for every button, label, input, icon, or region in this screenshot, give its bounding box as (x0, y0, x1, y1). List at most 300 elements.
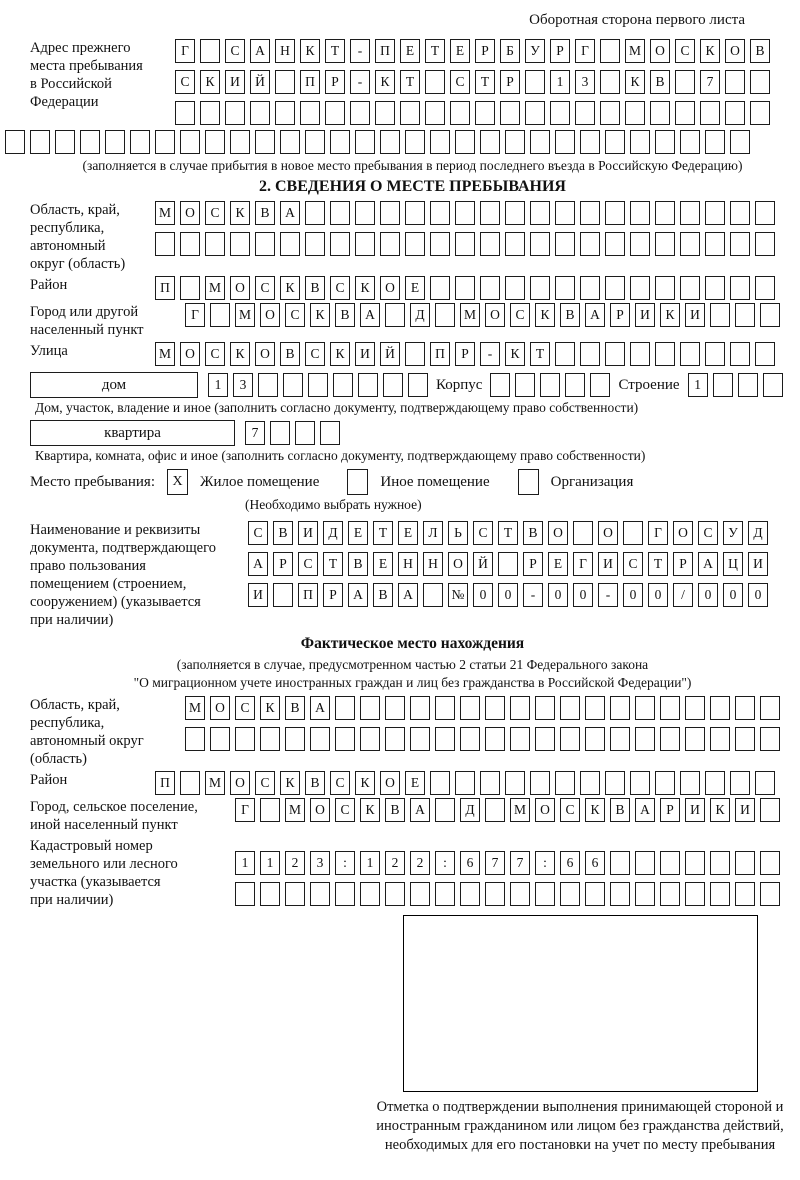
char-box[interactable]: Р (323, 583, 343, 607)
char-box[interactable]: 6 (585, 851, 605, 875)
char-box[interactable]: О (673, 521, 693, 545)
char-box[interactable]: С (298, 552, 318, 576)
char-box[interactable] (175, 101, 195, 125)
char-box[interactable] (605, 232, 625, 256)
char-box[interactable]: 6 (560, 851, 580, 875)
char-box[interactable] (380, 232, 400, 256)
char-box[interactable] (530, 201, 550, 225)
char-box[interactable] (333, 373, 353, 397)
char-box[interactable]: - (523, 583, 543, 607)
char-box[interactable]: И (298, 521, 318, 545)
char-box[interactable]: С (235, 696, 255, 720)
char-box[interactable]: Р (500, 70, 520, 94)
char-box[interactable]: / (673, 583, 693, 607)
char-box[interactable] (250, 101, 270, 125)
char-box[interactable] (355, 232, 375, 256)
char-box[interactable]: А (310, 696, 330, 720)
char-box[interactable]: П (155, 276, 175, 300)
char-box[interactable] (580, 130, 600, 154)
char-box[interactable]: М (205, 771, 225, 795)
char-box[interactable]: О (650, 39, 670, 63)
char-box[interactable] (505, 276, 525, 300)
char-box[interactable]: Т (648, 552, 668, 576)
char-box[interactable] (450, 101, 470, 125)
char-box[interactable]: О (448, 552, 468, 576)
char-box[interactable]: А (248, 552, 268, 576)
char-box[interactable] (550, 101, 570, 125)
char-box[interactable] (635, 851, 655, 875)
char-box[interactable] (80, 130, 100, 154)
char-box[interactable] (498, 552, 518, 576)
char-box[interactable] (580, 276, 600, 300)
char-box[interactable] (460, 696, 480, 720)
char-box[interactable] (383, 373, 403, 397)
char-box[interactable]: Д (460, 798, 480, 822)
char-box[interactable]: 7 (700, 70, 720, 94)
char-box[interactable] (380, 201, 400, 225)
char-box[interactable] (480, 130, 500, 154)
char-box[interactable]: Р (523, 552, 543, 576)
char-box[interactable]: В (373, 583, 393, 607)
char-box[interactable] (610, 851, 630, 875)
char-box[interactable]: М (235, 303, 255, 327)
char-box[interactable] (505, 201, 525, 225)
char-box[interactable] (320, 421, 340, 445)
char-box[interactable]: О (180, 342, 200, 366)
char-box[interactable] (260, 882, 280, 906)
char-box[interactable] (285, 727, 305, 751)
char-box[interactable]: Н (275, 39, 295, 63)
char-box[interactable] (630, 201, 650, 225)
char-box[interactable]: Н (398, 552, 418, 576)
char-box[interactable] (430, 232, 450, 256)
char-box[interactable]: О (598, 521, 618, 545)
char-box[interactable]: К (200, 70, 220, 94)
char-box[interactable] (480, 276, 500, 300)
char-box[interactable] (380, 130, 400, 154)
char-box[interactable]: Г (573, 552, 593, 576)
char-box[interactable]: К (710, 798, 730, 822)
char-box[interactable] (680, 276, 700, 300)
char-box[interactable] (105, 130, 125, 154)
char-box[interactable]: Р (455, 342, 475, 366)
char-box[interactable] (305, 232, 325, 256)
char-box[interactable]: 0 (698, 583, 718, 607)
char-box[interactable] (605, 201, 625, 225)
char-box[interactable] (405, 342, 425, 366)
char-box[interactable] (410, 696, 430, 720)
char-box[interactable] (385, 882, 405, 906)
char-box[interactable] (200, 39, 220, 63)
char-box[interactable]: 2 (385, 851, 405, 875)
char-box[interactable] (405, 130, 425, 154)
char-box[interactable] (235, 727, 255, 751)
char-box[interactable]: - (480, 342, 500, 366)
char-box[interactable]: Л (423, 521, 443, 545)
char-box[interactable]: Й (380, 342, 400, 366)
char-box[interactable] (655, 130, 675, 154)
char-box[interactable] (205, 130, 225, 154)
char-box[interactable] (210, 727, 230, 751)
char-box[interactable]: 2 (285, 851, 305, 875)
char-box[interactable] (385, 727, 405, 751)
char-box[interactable]: В (650, 70, 670, 94)
char-box[interactable]: А (250, 39, 270, 63)
char-box[interactable] (755, 232, 775, 256)
char-box[interactable]: С (335, 798, 355, 822)
char-box[interactable]: С (330, 276, 350, 300)
char-box[interactable] (650, 101, 670, 125)
char-box[interactable]: 1 (550, 70, 570, 94)
char-box[interactable]: Е (405, 276, 425, 300)
char-box[interactable]: С (175, 70, 195, 94)
char-box[interactable] (763, 373, 783, 397)
char-box[interactable]: К (360, 798, 380, 822)
char-box[interactable]: : (335, 851, 355, 875)
char-box[interactable]: И (735, 798, 755, 822)
char-box[interactable]: К (230, 342, 250, 366)
char-box[interactable] (480, 771, 500, 795)
char-box[interactable] (730, 201, 750, 225)
char-box[interactable]: С (560, 798, 580, 822)
char-box[interactable] (410, 882, 430, 906)
char-box[interactable] (475, 101, 495, 125)
char-box[interactable] (505, 130, 525, 154)
char-box[interactable]: 6 (460, 851, 480, 875)
char-box[interactable]: В (255, 201, 275, 225)
char-box[interactable]: Р (475, 39, 495, 63)
char-box[interactable] (30, 130, 50, 154)
char-box[interactable]: 0 (723, 583, 743, 607)
char-box[interactable] (750, 70, 770, 94)
char-box[interactable]: Е (405, 771, 425, 795)
char-box[interactable] (335, 696, 355, 720)
char-box[interactable] (575, 101, 595, 125)
char-box[interactable] (310, 882, 330, 906)
char-box[interactable] (460, 727, 480, 751)
char-box[interactable] (760, 303, 780, 327)
char-box[interactable] (585, 696, 605, 720)
char-box[interactable] (230, 232, 250, 256)
char-box[interactable] (680, 130, 700, 154)
char-box[interactable] (310, 727, 330, 751)
char-box[interactable] (600, 101, 620, 125)
char-box[interactable]: Е (398, 521, 418, 545)
char-box[interactable] (200, 101, 220, 125)
char-box[interactable]: П (155, 771, 175, 795)
char-box[interactable]: А (635, 798, 655, 822)
char-box[interactable] (480, 201, 500, 225)
char-box[interactable] (235, 882, 255, 906)
char-box[interactable]: В (305, 771, 325, 795)
char-box[interactable] (555, 771, 575, 795)
char-box[interactable]: С (623, 552, 643, 576)
char-box[interactable]: К (625, 70, 645, 94)
char-box[interactable]: 0 (623, 583, 643, 607)
char-box[interactable] (360, 696, 380, 720)
char-box[interactable] (258, 373, 278, 397)
char-box[interactable] (680, 201, 700, 225)
char-box[interactable]: В (523, 521, 543, 545)
char-box[interactable] (385, 303, 405, 327)
char-box[interactable] (335, 882, 355, 906)
char-box[interactable] (525, 101, 545, 125)
char-box[interactable] (560, 882, 580, 906)
char-box[interactable] (430, 130, 450, 154)
char-box[interactable]: С (205, 342, 225, 366)
char-box[interactable]: А (348, 583, 368, 607)
char-box[interactable] (555, 232, 575, 256)
char-box[interactable] (755, 771, 775, 795)
char-box[interactable]: Т (425, 39, 445, 63)
char-box[interactable] (530, 771, 550, 795)
char-box[interactable] (180, 276, 200, 300)
char-box[interactable]: Ц (723, 552, 743, 576)
char-box[interactable] (680, 771, 700, 795)
char-box[interactable]: А (280, 201, 300, 225)
char-box[interactable]: В (750, 39, 770, 63)
char-box[interactable] (425, 101, 445, 125)
char-box[interactable]: Е (450, 39, 470, 63)
char-box[interactable] (735, 696, 755, 720)
char-box[interactable]: 0 (648, 583, 668, 607)
char-box[interactable]: 2 (410, 851, 430, 875)
char-box[interactable]: К (260, 696, 280, 720)
char-box[interactable]: 0 (748, 583, 768, 607)
char-box[interactable] (760, 851, 780, 875)
char-box[interactable]: О (485, 303, 505, 327)
char-box[interactable]: 1 (688, 373, 708, 397)
char-box[interactable] (283, 373, 303, 397)
char-box[interactable]: С (450, 70, 470, 94)
char-box[interactable]: М (460, 303, 480, 327)
char-box[interactable] (605, 130, 625, 154)
char-box[interactable] (435, 696, 455, 720)
char-box[interactable]: С (255, 771, 275, 795)
char-box[interactable] (435, 303, 455, 327)
char-box[interactable] (590, 373, 610, 397)
char-box[interactable]: М (155, 342, 175, 366)
char-box[interactable] (330, 232, 350, 256)
char-box[interactable]: П (375, 39, 395, 63)
char-box[interactable]: 1 (360, 851, 380, 875)
char-box[interactable]: К (280, 276, 300, 300)
char-box[interactable] (535, 727, 555, 751)
char-box[interactable]: 0 (473, 583, 493, 607)
char-box[interactable]: И (685, 303, 705, 327)
char-box[interactable] (585, 882, 605, 906)
char-box[interactable] (510, 882, 530, 906)
char-box[interactable] (275, 101, 295, 125)
char-box[interactable] (735, 303, 755, 327)
char-box[interactable] (730, 342, 750, 366)
char-box[interactable] (655, 342, 675, 366)
char-box[interactable]: С (305, 342, 325, 366)
char-box[interactable] (510, 727, 530, 751)
char-box[interactable]: К (660, 303, 680, 327)
char-box[interactable] (630, 342, 650, 366)
char-box[interactable]: И (225, 70, 245, 94)
char-box[interactable] (730, 771, 750, 795)
char-box[interactable]: О (230, 771, 250, 795)
char-box[interactable] (560, 696, 580, 720)
char-box[interactable] (625, 101, 645, 125)
char-box[interactable]: С (255, 276, 275, 300)
char-box[interactable]: К (505, 342, 525, 366)
char-box[interactable] (730, 130, 750, 154)
char-box[interactable] (180, 130, 200, 154)
char-box[interactable] (610, 882, 630, 906)
char-box[interactable] (675, 101, 695, 125)
char-box[interactable] (605, 276, 625, 300)
char-box[interactable] (565, 373, 585, 397)
char-box[interactable]: Р (325, 70, 345, 94)
char-box[interactable] (560, 727, 580, 751)
char-box[interactable]: 7 (245, 421, 265, 445)
char-box[interactable]: 3 (233, 373, 253, 397)
char-box[interactable] (635, 727, 655, 751)
char-box[interactable] (580, 201, 600, 225)
char-box[interactable] (455, 276, 475, 300)
char-box[interactable] (355, 201, 375, 225)
char-box[interactable]: С (473, 521, 493, 545)
char-box[interactable]: : (535, 851, 555, 875)
char-box[interactable] (515, 373, 535, 397)
char-box[interactable]: В (285, 696, 305, 720)
char-box[interactable] (280, 130, 300, 154)
char-box[interactable] (280, 232, 300, 256)
char-box[interactable] (435, 882, 455, 906)
char-box[interactable] (710, 882, 730, 906)
char-box[interactable] (660, 851, 680, 875)
char-box[interactable] (655, 232, 675, 256)
char-box[interactable] (585, 727, 605, 751)
char-box[interactable] (480, 232, 500, 256)
char-box[interactable]: 1 (208, 373, 228, 397)
char-box[interactable]: К (355, 771, 375, 795)
char-box[interactable] (355, 130, 375, 154)
char-box[interactable]: К (355, 276, 375, 300)
char-box[interactable]: 1 (235, 851, 255, 875)
char-box[interactable] (600, 70, 620, 94)
char-box[interactable]: С (285, 303, 305, 327)
char-box[interactable] (710, 727, 730, 751)
char-box[interactable]: Т (475, 70, 495, 94)
char-box[interactable] (410, 727, 430, 751)
char-box[interactable]: И (355, 342, 375, 366)
char-box[interactable]: Й (250, 70, 270, 94)
char-box[interactable] (735, 882, 755, 906)
char-box[interactable] (185, 727, 205, 751)
char-box[interactable] (535, 696, 555, 720)
char-box[interactable]: О (535, 798, 555, 822)
char-box[interactable]: 1 (260, 851, 280, 875)
char-box[interactable] (630, 130, 650, 154)
char-box[interactable] (455, 771, 475, 795)
char-box[interactable]: Р (550, 39, 570, 63)
char-box[interactable]: К (375, 70, 395, 94)
char-box[interactable] (555, 276, 575, 300)
char-box[interactable] (130, 130, 150, 154)
char-box[interactable] (750, 101, 770, 125)
char-box[interactable]: М (185, 696, 205, 720)
char-box[interactable] (600, 39, 620, 63)
char-box[interactable] (308, 373, 328, 397)
char-box[interactable] (530, 232, 550, 256)
char-box[interactable]: С (225, 39, 245, 63)
char-box[interactable]: К (585, 798, 605, 822)
char-box[interactable] (330, 201, 350, 225)
char-box[interactable] (485, 696, 505, 720)
place-type-checkbox-residential[interactable]: X (167, 469, 188, 495)
char-box[interactable] (605, 342, 625, 366)
char-box[interactable] (330, 130, 350, 154)
char-box[interactable] (705, 771, 725, 795)
char-box[interactable]: М (155, 201, 175, 225)
char-box[interactable] (760, 727, 780, 751)
char-box[interactable] (705, 201, 725, 225)
char-box[interactable]: М (625, 39, 645, 63)
char-box[interactable] (285, 882, 305, 906)
char-box[interactable]: Т (323, 552, 343, 576)
char-box[interactable] (555, 130, 575, 154)
char-box[interactable] (655, 276, 675, 300)
char-box[interactable] (425, 70, 445, 94)
char-box[interactable] (580, 232, 600, 256)
char-box[interactable]: Б (500, 39, 520, 63)
char-box[interactable] (455, 232, 475, 256)
char-box[interactable] (680, 342, 700, 366)
char-box[interactable]: Т (530, 342, 550, 366)
char-box[interactable] (725, 101, 745, 125)
char-box[interactable] (430, 771, 450, 795)
char-box[interactable] (408, 373, 428, 397)
char-box[interactable]: С (248, 521, 268, 545)
char-box[interactable] (505, 232, 525, 256)
char-box[interactable] (55, 130, 75, 154)
char-box[interactable]: В (560, 303, 580, 327)
char-box[interactable]: Г (648, 521, 668, 545)
char-box[interactable] (205, 232, 225, 256)
char-box[interactable] (705, 130, 725, 154)
char-box[interactable]: К (230, 201, 250, 225)
char-box[interactable]: В (348, 552, 368, 576)
char-box[interactable]: И (685, 798, 705, 822)
char-box[interactable] (685, 882, 705, 906)
char-box[interactable] (490, 373, 510, 397)
char-box[interactable] (755, 201, 775, 225)
char-box[interactable]: 3 (310, 851, 330, 875)
char-box[interactable]: 7 (485, 851, 505, 875)
char-box[interactable]: 7 (510, 851, 530, 875)
char-box[interactable]: И (248, 583, 268, 607)
char-box[interactable]: Й (473, 552, 493, 576)
char-box[interactable]: М (510, 798, 530, 822)
char-box[interactable] (725, 70, 745, 94)
char-box[interactable] (485, 727, 505, 751)
char-box[interactable]: О (310, 798, 330, 822)
char-box[interactable] (680, 232, 700, 256)
char-box[interactable]: Р (660, 798, 680, 822)
char-box[interactable]: Е (373, 552, 393, 576)
char-box[interactable] (295, 421, 315, 445)
char-box[interactable]: Т (400, 70, 420, 94)
char-box[interactable]: К (300, 39, 320, 63)
char-box[interactable] (155, 232, 175, 256)
place-type-checkbox-other-premises[interactable] (347, 469, 368, 495)
char-box[interactable]: А (698, 552, 718, 576)
char-box[interactable]: № (448, 583, 468, 607)
